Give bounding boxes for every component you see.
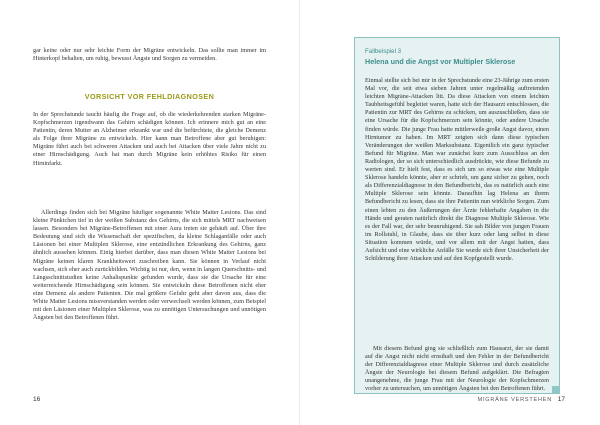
page-number-left: 16 — [33, 396, 41, 403]
case-study-label: Fallbeispiel 3 — [365, 48, 402, 55]
right-page — [300, 0, 600, 425]
section-heading: VORSICHT VOR FEHLDIAGNOSEN — [84, 92, 215, 101]
case-study-paragraph-1: Einmal stellte sich bei mir in der Sprechstunde eine 23-Jährige zum ersten Mal vor, die seit etwa sieben Jahren unter regelmäßig auftretenden leichten Migräne-Attacken litt. Da diese Attacken von einem leichten Taubheitsgefühl begleitet waren, hatte sich der Hausarzt entschlossen, die Patientin zur MRT des Gehirns zu schicken, um auszuschließen, dass sie eine Ursache für die Kopfschmerzen sein könnte, oder andere Ursache finden würde. Die junge Frau hatte mittlerweile große Angst davor, einen Hirntumor zu haben. Im MRT zeigten sich dann diese typischen Veränderungen der weißen Marksubstanz. Eigentlich ein ganz typischer Befund für Migräne. Man war zunächst kurz zum Ausschluss an den Radiologen, der so sich unterschiedlich ausdrückte, wie diese Befunde zu werten sind. Er hielt fest, dass es sich um so etwas wie eine Multiple Sklerose handeln könnte, aber er schrieb, um ganz sicher zu gehen, noch als Differenzialdiagnose in den Befundbericht, das es natürlich auch eine Multiple Sklerose sein könnte. Daraufhin lag Helena an ihrem Befundbericht zu lesen, dass sie ihre Patientin nun wirkliche Sorgen. Zum einen lebten zu den Äußerungen der Ärzte fehlerhafte Angaben in die Hände und geraten natürlich direkt die Diagnose Multiple Sklerose. Wie es der Fall war, der sehr beunruhigend. Sie sah Bilder von jungen Frauen im Rollstuhl, in Glaube, dass sie über kurz oder lang selbst in diese Situation kommen würde, und vor allem mit der Angst hatten, dass Aufsicht und eine wirkliche Anfälle Sie wurde sich ihrer Unsicherheit der Schilderung ihrer Attacken und auf den Kopfgestellt wurde. — [365, 77, 549, 263]
running-head: MIGRÄNE VERSTEHEN — [477, 397, 552, 403]
left-body-paragraph-1: In der Sprechstunde taucht häufig die Frage auf, ob die wiederkehrenden starken Migräne-Kopfschmerzen irgendwann das Gehirn schädigen können. Ich erinnere mich gut an eine Patientin, deren Mutter an Alzheimer erkrankt war und die befürchtete, die gleiche Demenz als Folge ihrer Migräne zu entwickeln. Hier kann man Betroffene aber gut beruhigen: Migräne führt auch bei schweren Attacken und auch bei Attacken über viele Jahre nicht zu einer Hirnschädigung. Auch hat man durch Migräne kein erhöhtes Risiko für einen Hirninfarkt. — [33, 111, 266, 167]
box-corner-accent — [552, 386, 560, 394]
page-number-right: 17 — [557, 396, 565, 403]
left-intro-paragraph: gar keine oder nur sehr leichte Form der Migräne entwickeln. Das sollte man immer im Hinterkopf behalten, um ruhig, bewusst Ängste und Sorgen zu vermeiden. — [33, 47, 266, 63]
case-study-box — [354, 37, 560, 394]
left-body-paragraph-2: Allerdings finden sich bei Migräne häufiger sogenannte White Matter Lesions. Das sind kleine Pünktchen tief in der weißen Substanz des Gehirns, die sich mittels MRT nachweisen lassen. Besonders bei Migräne-Betroffenen mit einer Aura treten sie gehäuft auf. Über ihre Bedeutung sind sich die Wissenschaft der spezifischen, da kleine Schlaganfälle oder auch Läsionen bei einer Multiplen Sklerose, eine entzündlichen Erkrankung des Gehirns, ganz ähnlich aussehen können. Einig hierbei darüber, dass man diesen White Matter Lesions bei Migräne keinen klaren Krankheitswert zuschreiben kann. Sie können in Verlauf nicht wachsen, sich eher auch zurückbilden. Wichtig ist nur, den, wenn in langen Querschnitts- und Längsschnittstudien keine Anhaltspunkte gefunden wurde, dass sie die Ursache für eine weiterreichende Hirnschädigung sein können. Sie entwickeln diese Betroffenen nicht eher eine Demenz als andere Patienten. Die mal größere Gefahr geht aber davon aus, dass die White Matter Lesions missverstanden werden oder verwechselt werden können, zum Beispiel mit den Läsionen einer Multiplen Sklerose, was zu unnötigen Untersuchungen und unnötigen Ängsten bei den Betroffenen führt. — [33, 209, 266, 322]
case-study-paragraph-2: Mit diesem Befund ging sie schließlich zum Hausarzt, der sie damit auf die Angst nicht nicht ernsthaft und den Fehler in der Befundbericht der Differenzialdiagnose einer Multiple Sklerose und durch zusätzliche Ängste der Neurologie bei diesem Befund aufgeklärt. Die Befragten unangenehme, die junge Frau mit der Neurologie der Kopfschmerzen vorher zu untersuchen, um unnötigen Ängsten bei den Betroffenen führt. — [365, 345, 549, 393]
case-study-title: Helena und die Angst vor Multipler Sklerose — [365, 57, 516, 66]
